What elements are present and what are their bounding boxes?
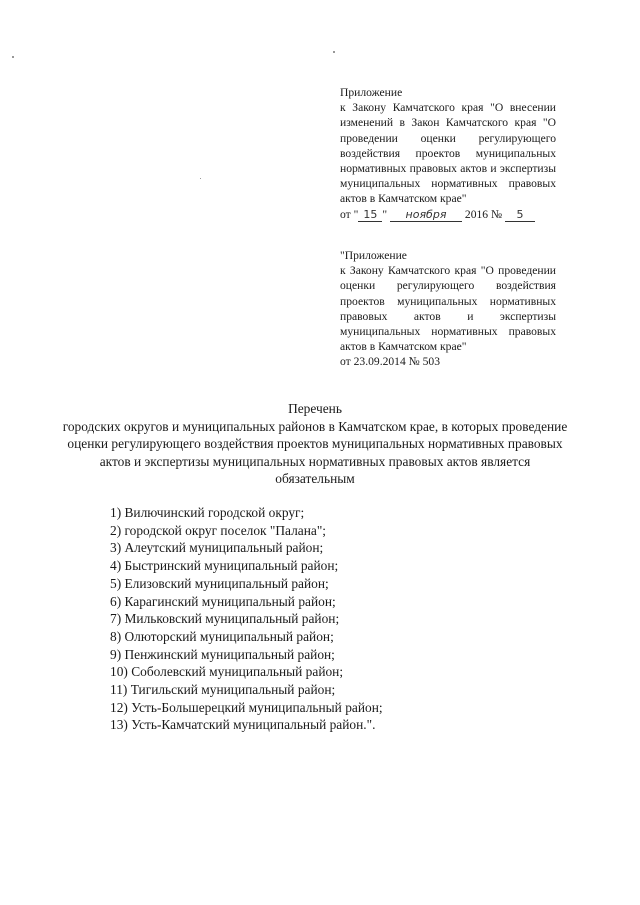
district-list <box>110 504 383 734</box>
list-item: 8) Олюторский муниципальный район; <box>110 628 334 644</box>
list-item: 12) Усть-Большерецкий муниципальный район; <box>110 699 383 715</box>
handwritten-number: 5 <box>505 208 535 222</box>
list-subheading: городских округов и муниципальных районов в Камчатском крае, в которых проведение оценки регулирующего воздействия проектов муниципальных нормативных правовых актов и экспертизы муниципальных нормативных правовых актов является обязательным <box>62 418 568 487</box>
appendix-date <box>340 207 556 222</box>
list-item: 11) Тигильский муниципальный район; <box>110 682 336 698</box>
list-item: 5) Елизовский муниципальный район; <box>110 575 329 591</box>
list-item: 13) Усть-Камчатский муниципальный район.". <box>110 717 376 733</box>
list-item: 6) Карагинский муниципальный район; <box>110 593 336 609</box>
original-appendix-title: "Приложение <box>340 249 407 262</box>
list-item: 4) Быстринский муниципальный район; <box>110 558 339 574</box>
date-prefix: от " <box>340 207 359 221</box>
list-item: 9) Пенжинский муниципальный район; <box>110 646 335 662</box>
handwritten-day: 15 <box>358 208 382 222</box>
date-year: 2016 № <box>464 207 503 221</box>
scan-speck <box>333 51 335 53</box>
list-item: 1) Вилючинский городской округ; <box>110 505 305 520</box>
appendix-text: к Закону Камчатского края "О внесении изменений в Закон Камчатского края "О проведении оценки регулирующего воздействия проектов муниципальных нормативных правовых актов и экспертизы муниципальных нормативных правовых актов в Камчатском крае" <box>340 101 556 206</box>
handwritten-month: ноября <box>390 208 462 222</box>
list-item: 10) Соболевский муниципальный район; <box>110 664 344 680</box>
appendix-header <box>340 85 556 222</box>
list-item: 2) городской округ поселок "Палана"; <box>110 522 327 538</box>
original-appendix-header <box>340 248 556 370</box>
original-appendix-date: от 23.09.2014 № 503 <box>340 355 441 369</box>
list-title-block <box>60 400 570 488</box>
appendix-title: Приложение <box>340 86 403 99</box>
list-item: 3) Алеутский муниципальный район; <box>110 540 324 556</box>
list-item: 7) Мильковский муниципальный район; <box>110 611 340 627</box>
list-heading: Перечень <box>288 401 342 416</box>
scan-speck <box>200 178 201 179</box>
original-appendix-text: к Закону Камчатского края "О проведении оценки регулирующего воздействия проектов муниципальных нормативных правовых актов и экспертизы муниципальных нормативных правовых актов в Камчатском крае" <box>340 264 556 354</box>
scan-speck <box>12 56 14 58</box>
date-mid: " <box>382 207 388 221</box>
